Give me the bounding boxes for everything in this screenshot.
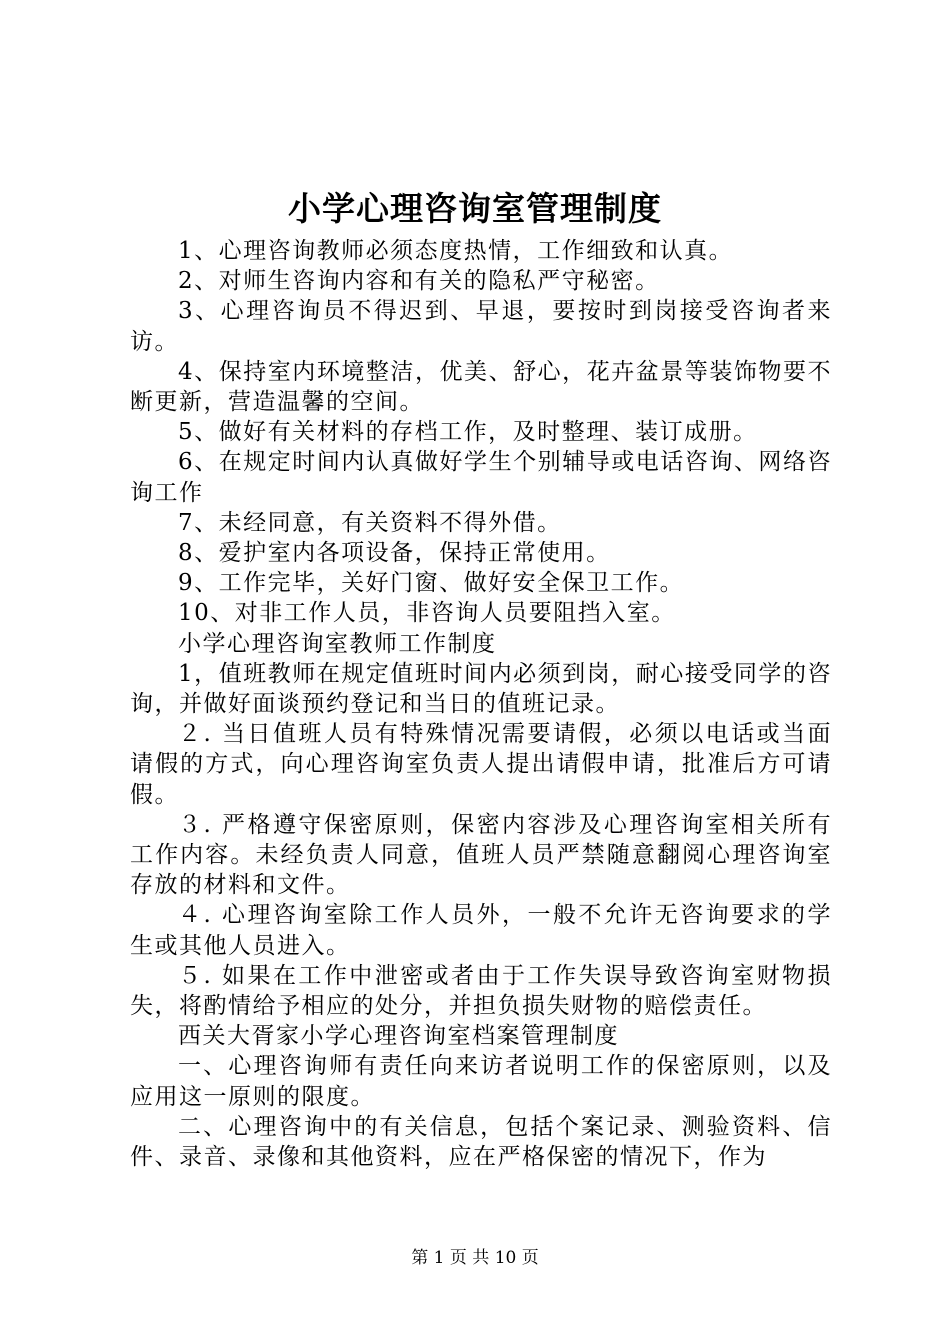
paragraph: 一、心理咨询师有责任向来访者说明工作的保密原则，以及应用这一原则的限度。 [130, 1053, 832, 1110]
paragraph: ２. 当日值班人员有特殊情况需要请假，必须以电话或当面请假的方式，向心理咨询室负责人提出请假申请，批准后方可请假。 [130, 721, 832, 808]
section-heading: 小学心理咨询室教师工作制度 [178, 630, 497, 657]
paragraph: 7、未经同意，有关资料不得外借。 [178, 509, 562, 536]
paragraph: 4、保持室内环境整洁，优美、舒心，花卉盆景等装饰物要不断更新，营造温馨的空间。 [130, 358, 832, 416]
paragraph: 9、工作完毕，关好门窗、做好安全保卫工作。 [178, 570, 685, 597]
paragraph: 8、爱护室内各项设备，保持正常使用。 [178, 540, 611, 567]
paragraph: ３. 严格遵守保密原则，保密内容涉及心理咨询室相关所有工作内容。未经负责人同意，值班人员严禁随意翻阅心理咨询室存放的材料和文件。 [130, 811, 832, 899]
paragraph: 5、做好有关材料的存档工作，及时整理、装订成册。 [178, 419, 758, 446]
paragraph: ５. 如果在工作中泄密或者由于工作失误导致咨询室财物损失，将酌情给予相应的处分，并担负损失财物的赔偿责任。 [130, 962, 832, 1020]
paragraph: 1、心理咨询教师必须态度热情，工作细致和认真。 [178, 238, 734, 264]
paragraph: 2、对师生咨询内容和有关的隐私严守秘密。 [178, 268, 660, 295]
document-title: 小学心理咨询室管理制度 [288, 189, 662, 228]
paragraph: 6、在规定时间内认真做好学生个别辅导或电话咨询、网络咨询工作 [130, 449, 832, 506]
paragraph: 1，值班教师在规定值班时间内必须到岗，耐心接受同学的咨询，并做好面谈预约登记和当日的值班记录。 [130, 660, 832, 718]
paragraph: ４. 心理咨询室除工作人员外，一般不允许无咨询要求的学生或其他人员进入。 [130, 902, 832, 959]
page-footer: 第 1 页 共 10 页 [411, 1248, 539, 1268]
paragraph: 3、心理咨询员不得迟到、早退，要按时到岗接受咨询者来访。 [130, 298, 832, 355]
paragraph: 二、心理咨询中的有关信息，包括个案记录、测验资料、信件、录音、录像和其他资料，应在严格保密的情况下，作为 [130, 1113, 832, 1171]
paragraph: 10、对非工作人员，非咨询人员要阻挡入室。 [178, 600, 676, 627]
section-heading: 西关大胥家小学心理咨询室档案管理制度 [178, 1023, 619, 1050]
document-body [130, 236, 832, 1172]
